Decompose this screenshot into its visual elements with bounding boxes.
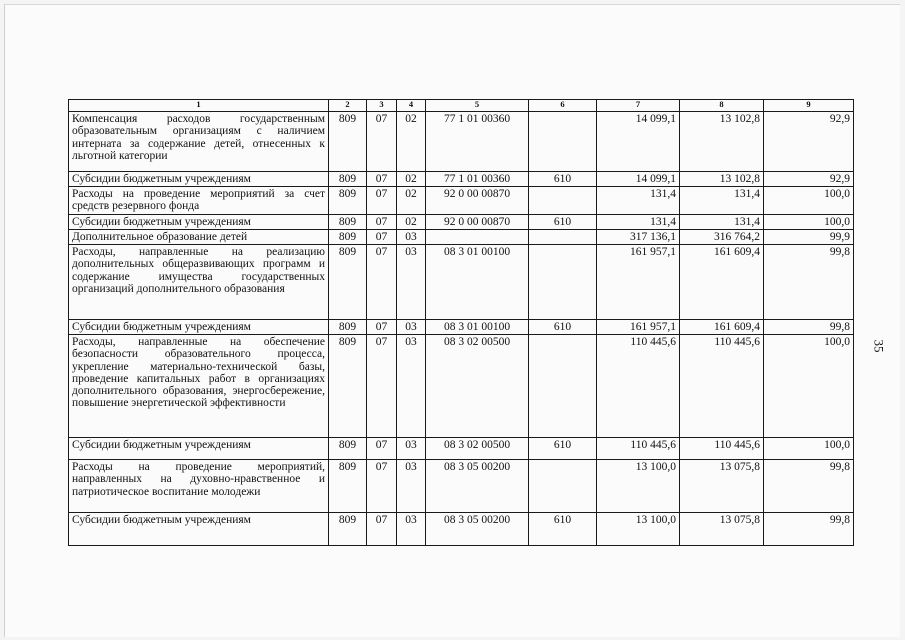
executed-amount: 161 609,4: [680, 320, 764, 335]
expense-name: Субсидии бюджетным учреждениям: [69, 172, 329, 187]
planned-amount: 131,4: [597, 187, 680, 215]
planned-amount: 13 100,0: [597, 460, 680, 513]
ministry-code: 809: [329, 245, 367, 320]
table-row: [69, 438, 854, 460]
target-article-code: 08 3 05 00200: [426, 513, 529, 546]
executed-amount: 316 764,2: [680, 230, 764, 245]
target-article-code: [426, 230, 529, 245]
executed-amount: 131,4: [680, 215, 764, 230]
col-header-1: 1: [69, 100, 329, 112]
section-code: 07: [367, 187, 397, 215]
expense-name: Расходы на проведение мероприятий, направленных на духовно-нравственное и патриотическое воспитание молодежи: [69, 460, 329, 513]
col-header-2: 2: [329, 100, 367, 112]
table-row: [69, 112, 854, 172]
subsection-code: 03: [397, 320, 426, 335]
expense-name: Компенсация расходов государственным образовательным организациям с наличием интерната за содержание детей, отнесенных к льготной категории: [69, 112, 329, 172]
table-row: [69, 172, 854, 187]
col-header-5: 5: [426, 100, 529, 112]
ministry-code: 809: [329, 172, 367, 187]
page-number: 35: [871, 339, 887, 353]
execution-percent: 99,8: [764, 320, 854, 335]
expense-type-code: 610: [529, 438, 597, 460]
col-header-6: 6: [529, 100, 597, 112]
table-row: [69, 215, 854, 230]
execution-percent: 92,9: [764, 172, 854, 187]
ministry-code: 809: [329, 513, 367, 546]
target-article-code: 08 3 02 00500: [426, 335, 529, 438]
table-row: [69, 245, 854, 320]
target-article-code: 77 1 01 00360: [426, 172, 529, 187]
subsection-code: 03: [397, 513, 426, 546]
expense-type-code: [529, 187, 597, 215]
executed-amount: 13 102,8: [680, 112, 764, 172]
section-code: 07: [367, 245, 397, 320]
expense-type-code: [529, 460, 597, 513]
planned-amount: 14 099,1: [597, 172, 680, 187]
expense-type-code: [529, 245, 597, 320]
executed-amount: 161 609,4: [680, 245, 764, 320]
target-article-code: 08 3 01 00100: [426, 245, 529, 320]
ministry-code: 809: [329, 112, 367, 172]
planned-amount: 110 445,6: [597, 335, 680, 438]
target-article-code: 08 3 01 00100: [426, 320, 529, 335]
col-header-4: 4: [397, 100, 426, 112]
target-article-code: 92 0 00 00870: [426, 187, 529, 215]
subsection-code: 03: [397, 335, 426, 438]
planned-amount: 161 957,1: [597, 245, 680, 320]
executed-amount: 13 102,8: [680, 172, 764, 187]
execution-percent: 99,8: [764, 460, 854, 513]
ministry-code: 809: [329, 438, 367, 460]
col-header-3: 3: [367, 100, 397, 112]
planned-amount: 110 445,6: [597, 438, 680, 460]
execution-percent: 92,9: [764, 112, 854, 172]
subsection-code: 02: [397, 215, 426, 230]
execution-percent: 99,8: [764, 245, 854, 320]
subsection-code: 02: [397, 172, 426, 187]
execution-percent: 100,0: [764, 335, 854, 438]
target-article-code: 08 3 02 00500: [426, 438, 529, 460]
section-code: 07: [367, 112, 397, 172]
expense-type-code: [529, 335, 597, 438]
ministry-code: 809: [329, 460, 367, 513]
expense-name: Расходы на проведение мероприятий за счет средств резервного фонда: [69, 187, 329, 215]
ministry-code: 809: [329, 187, 367, 215]
table-row: [69, 320, 854, 335]
executed-amount: 13 075,8: [680, 513, 764, 546]
expense-name: Субсидии бюджетным учреждениям: [69, 513, 329, 546]
col-header-9: 9: [764, 100, 854, 112]
expense-type-code: [529, 230, 597, 245]
section-code: 07: [367, 513, 397, 546]
execution-percent: 99,9: [764, 230, 854, 245]
table-row: [69, 460, 854, 513]
executed-amount: 13 075,8: [680, 460, 764, 513]
expense-name: Расходы, направленные на обеспечение безопасности образовательного процесса, укрепление материально-технической базы, проведение капитальных работ в организациях дополнительного образования, энергосбережение, повышение энергетической эффективности: [69, 335, 329, 438]
section-code: 07: [367, 230, 397, 245]
ministry-code: 809: [329, 335, 367, 438]
expense-name: Расходы, направленные на реализацию дополнительных общеразвивающих программ и содержание имущества государственных организаций дополнительного образования: [69, 245, 329, 320]
expense-name: Дополнительное образование детей: [69, 230, 329, 245]
table-row: [69, 187, 854, 215]
target-article-code: 08 3 05 00200: [426, 460, 529, 513]
target-article-code: 92 0 00 00870: [426, 215, 529, 230]
col-header-8: 8: [680, 100, 764, 112]
section-code: 07: [367, 460, 397, 513]
section-code: 07: [367, 172, 397, 187]
column-number-row: [69, 100, 854, 112]
section-code: 07: [367, 215, 397, 230]
planned-amount: 14 099,1: [597, 112, 680, 172]
section-code: 07: [367, 335, 397, 438]
expense-type-code: 610: [529, 172, 597, 187]
expense-type-code: [529, 112, 597, 172]
planned-amount: 131,4: [597, 215, 680, 230]
subsection-code: 03: [397, 230, 426, 245]
execution-percent: 99,8: [764, 513, 854, 546]
executed-amount: 131,4: [680, 187, 764, 215]
subsection-code: 03: [397, 438, 426, 460]
expense-type-code: 610: [529, 215, 597, 230]
subsection-code: 02: [397, 112, 426, 172]
execution-percent: 100,0: [764, 438, 854, 460]
target-article-code: 77 1 01 00360: [426, 112, 529, 172]
expense-type-code: 610: [529, 513, 597, 546]
planned-amount: 161 957,1: [597, 320, 680, 335]
expense-type-code: 610: [529, 320, 597, 335]
execution-percent: 100,0: [764, 187, 854, 215]
planned-amount: 13 100,0: [597, 513, 680, 546]
table-row: [69, 335, 854, 438]
ministry-code: 809: [329, 230, 367, 245]
ministry-code: 809: [329, 215, 367, 230]
executed-amount: 110 445,6: [680, 335, 764, 438]
table-row: [69, 230, 854, 245]
section-code: 07: [367, 438, 397, 460]
execution-percent: 100,0: [764, 215, 854, 230]
subsection-code: 03: [397, 245, 426, 320]
section-code: 07: [367, 320, 397, 335]
expense-name: Субсидии бюджетным учреждениям: [69, 215, 329, 230]
budget-table: [68, 99, 854, 546]
col-header-7: 7: [597, 100, 680, 112]
subsection-code: 03: [397, 460, 426, 513]
expense-name: Субсидии бюджетным учреждениям: [69, 438, 329, 460]
table-row: [69, 513, 854, 546]
expense-name: Субсидии бюджетным учреждениям: [69, 320, 329, 335]
subsection-code: 02: [397, 187, 426, 215]
executed-amount: 110 445,6: [680, 438, 764, 460]
planned-amount: 317 136,1: [597, 230, 680, 245]
ministry-code: 809: [329, 320, 367, 335]
